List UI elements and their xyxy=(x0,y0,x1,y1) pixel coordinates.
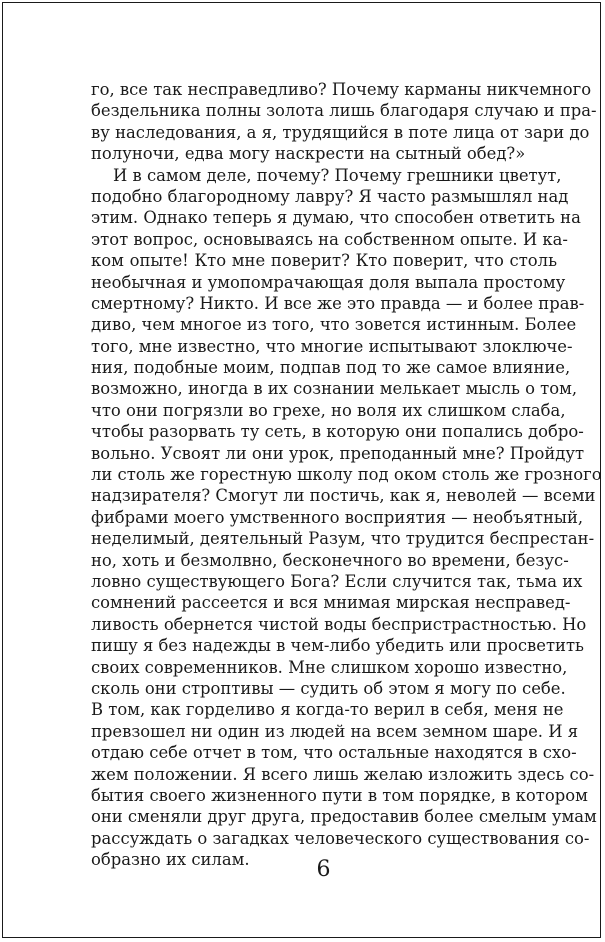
text-line: ния, подобные моим, подпав под то же самое влияние, xyxy=(91,358,571,378)
text-line: необычная и умопомрачающая доля выпала простому xyxy=(91,272,566,292)
text-line: подобно благородному лавру? Я часто размышлял над xyxy=(91,186,569,206)
text-line: диво, чем многое из того, что зовется истинным. Более xyxy=(91,315,577,335)
text-line: своих современников. Мне слишком хорошо известно, xyxy=(91,657,568,677)
text-line: отдаю себе отчет в том, что остальные находятся в схо- xyxy=(91,743,577,763)
text-line: сколь они строптивы — судить об этом я могу по себе. xyxy=(91,678,566,698)
text-line: образно их силам. xyxy=(91,850,250,870)
text-line: того, мне известно, что многие испытывают злоключе- xyxy=(91,336,573,356)
text-line: этим. Однако теперь я думаю, что способен ответить на xyxy=(91,208,581,228)
text-line: но, хоть и безмолвно, бесконечного во времени, безус- xyxy=(91,550,569,570)
text-line: рассуждать о загадках человеческого существования со- xyxy=(91,828,590,848)
text-line: они сменяли друг друга, предоставив более смелым умам xyxy=(91,807,597,827)
text-line: фибрами моего умственного восприятия — необъятный, xyxy=(91,507,584,527)
text-line: жем положении. Я всего лишь желаю изложить здесь со- xyxy=(91,764,595,784)
text-line: полуночи, едва могу наскрести на сытный обед?» xyxy=(91,144,526,164)
text-line: неделимый, деятельный Разум, что трудится беспрестан- xyxy=(91,529,595,549)
text-line: ливость обернется чистой воды беспристрастностью. Но xyxy=(91,614,587,634)
text-line: го, все так несправедливо? Почему карманы никчемного xyxy=(91,80,592,99)
text-line: превзошел ни один из людей на всем земном шаре. И я xyxy=(91,721,579,741)
paragraph-first-line: И в самом деле, почему? Почему грешники цветут, xyxy=(113,165,562,185)
text-line: ловно существующего Бога? Если случится так, тьма их xyxy=(91,571,583,591)
text-line: ли столь же горестную школу под оком столь же грозного xyxy=(91,465,602,485)
text-line: В том, как горделиво я когда-то верил в себя, меня не xyxy=(91,700,564,720)
text-line: ву наследования, а я, трудящийся в поте лица от зари до xyxy=(91,122,590,142)
text-line: сомнений рассеется и вся мнимая мирская несправед- xyxy=(91,593,571,613)
text-line: надзирателя? Смогут ли постичь, как я, неволей — всеми xyxy=(91,486,596,506)
text-line: чтобы разорвать ту сеть, в которую они попались добро- xyxy=(91,422,584,442)
text-line: этот вопрос, основываясь на собственном опыте. И ка- xyxy=(91,229,568,249)
body-text xyxy=(91,79,602,870)
text-line: возможно, иногда в их сознании мелькает мысль о том, xyxy=(91,379,578,399)
text-line: бытия своего жизненного пути в том порядке, в котором xyxy=(91,785,588,805)
text-line: смертному? Никто. И все же это правда — и более прав- xyxy=(91,293,585,313)
text-line: вольно. Усвоят ли они урок, преподанный мне? Пройдут xyxy=(91,443,585,463)
text-line: бездельника полны золота лишь благодаря случаю и пра- xyxy=(91,101,597,121)
page-number: 6 xyxy=(316,857,331,882)
text-line: пишу я без надежды в чем-либо убедить или просветить xyxy=(91,636,584,656)
page xyxy=(2,2,601,938)
text-line: что они погрязли во грехе, но воля их слишком слаба, xyxy=(91,400,566,420)
text-line: ком опыте! Кто мне поверит? Кто поверит, что столь xyxy=(91,251,557,271)
